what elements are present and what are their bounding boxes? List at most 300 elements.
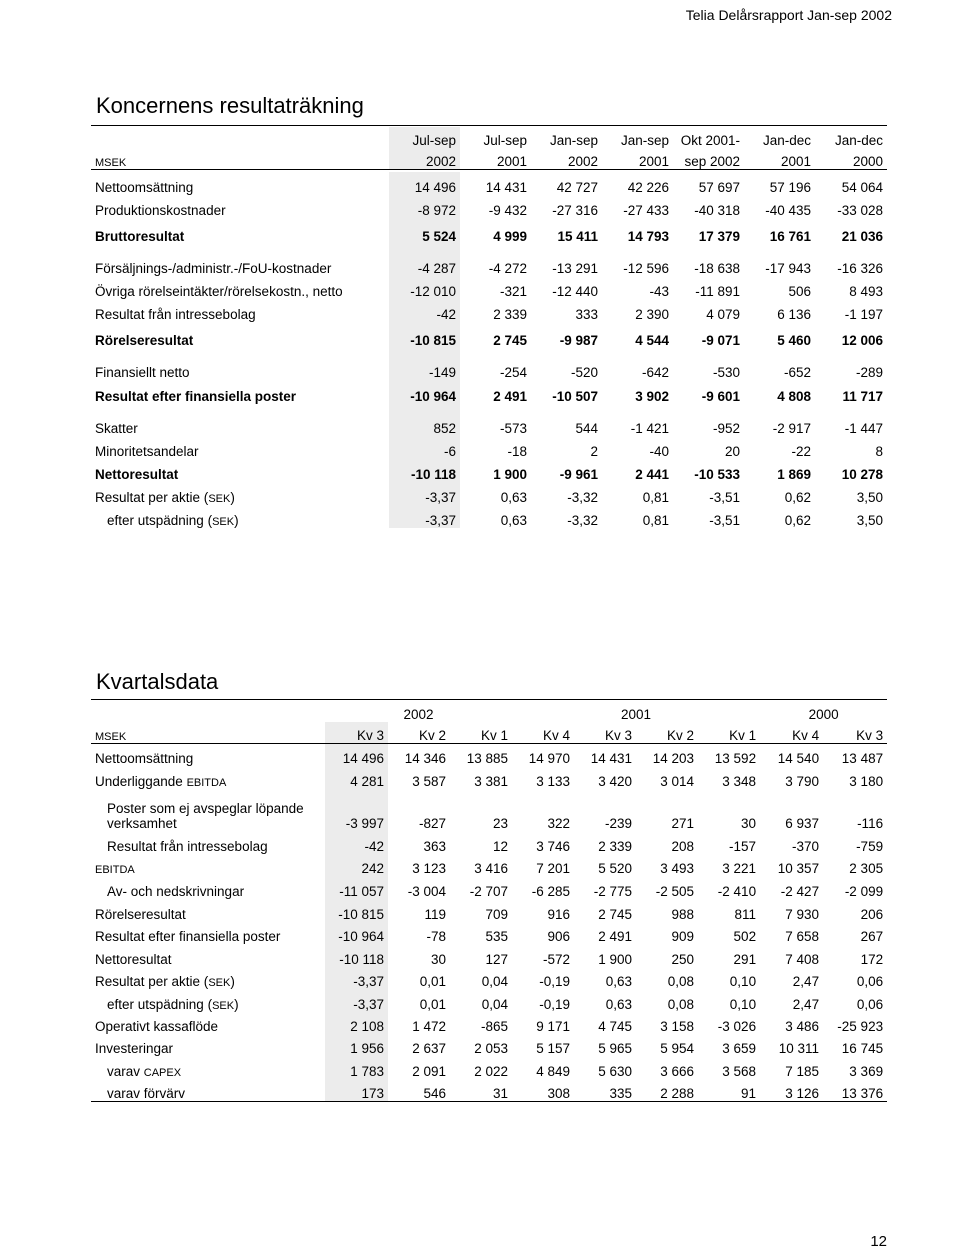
table-cell: -3,37 [389, 505, 460, 528]
row-label-part: efter utspädning ( [107, 513, 213, 528]
table-cell: -4 272 [488, 261, 527, 276]
table-cell: 291 [733, 952, 757, 967]
table-cell: 119 [424, 907, 446, 922]
table-cell: -3 026 [717, 1019, 757, 1034]
table-cell: -652 [783, 365, 811, 380]
table-cell: 3 180 [849, 774, 884, 789]
table-cell: 2 339 [493, 307, 527, 322]
table-cell: 271 [671, 816, 695, 831]
column-header: 2002 [389, 148, 460, 169]
table-cell: -6 285 [531, 884, 571, 899]
table-cell: 2 441 [635, 467, 669, 482]
table-cell: 5 630 [598, 1064, 633, 1079]
table-cell: -149 [389, 348, 460, 380]
row-label: Minoritetsandelar [95, 444, 199, 459]
table-cell: -27 433 [623, 203, 669, 218]
table-cell: 5 954 [660, 1041, 695, 1056]
column-header: 2001 [780, 153, 811, 169]
table-cell: 3 416 [474, 861, 509, 876]
table-cell: 5 157 [536, 1041, 571, 1056]
table-cell: 2 053 [474, 1041, 509, 1056]
quarter-header: Kv 4 [792, 727, 820, 743]
table-cell: 13 592 [714, 751, 757, 766]
table-cell: 2 491 [598, 929, 633, 944]
table-cell: -3 997 [325, 789, 388, 831]
row-label-unit: SEK [208, 493, 231, 505]
table-cell: 909 [671, 929, 695, 944]
table-cell: 1 783 [325, 1056, 388, 1079]
table-cell: -2 775 [593, 884, 633, 899]
table-row [91, 766, 887, 789]
table-cell: 4 079 [706, 307, 740, 322]
table-cell: 906 [547, 929, 571, 944]
year-header: 2000 [808, 707, 839, 722]
table-row [91, 1079, 887, 1101]
row-label: Nettoomsättning [95, 751, 194, 766]
table-cell: -1 447 [844, 421, 883, 436]
table-cell: -2 410 [717, 884, 757, 899]
row-label-part: Underliggande [95, 774, 187, 789]
unit-label: MSEK [95, 156, 127, 169]
table-cell: -10 533 [694, 467, 740, 482]
quarter-header: Kv 4 [543, 727, 571, 743]
table-cell: 16 745 [841, 1041, 884, 1056]
table-cell: -3,51 [709, 513, 740, 528]
table-cell: 1 900 [493, 467, 527, 482]
quarterly-table [91, 700, 887, 1102]
table-cell: -3,37 [325, 967, 388, 989]
table-cell: 4 745 [598, 1019, 633, 1034]
table-cell: 14 970 [528, 751, 571, 766]
table-row [91, 922, 887, 944]
table-cell: -573 [499, 421, 527, 436]
table-cell: 709 [485, 907, 509, 922]
year-header-row [91, 700, 887, 722]
table-row [91, 482, 887, 505]
table-cell: 91 [741, 1085, 757, 1101]
table-cell: -6 [389, 436, 460, 459]
table-cell: -572 [543, 952, 571, 967]
table-cell: -10 507 [552, 389, 598, 404]
table-cell: 3 493 [660, 861, 695, 876]
table-cell: 0,06 [856, 997, 884, 1012]
table-cell: 506 [788, 284, 811, 299]
table-cell: 3 420 [598, 774, 633, 789]
table-cell: 17 379 [698, 229, 740, 244]
table-cell: 14 346 [404, 751, 446, 766]
table-cell: 5 524 [389, 218, 460, 244]
table-cell: -10 118 [389, 459, 460, 482]
table-cell: -865 [481, 1019, 509, 1034]
table-cell: 2 108 [325, 1012, 388, 1034]
table-row [91, 899, 887, 922]
table-cell: -3,51 [709, 490, 740, 505]
table-cell: 0,04 [481, 997, 509, 1012]
quarter-header: Kv 1 [729, 727, 757, 743]
row-label-unit: SEK [212, 1000, 235, 1012]
table-cell: 31 [493, 1085, 509, 1101]
table-cell: -2 707 [469, 884, 509, 899]
table-cell: -157 [729, 839, 757, 854]
table-cell: 2 339 [598, 839, 633, 854]
table-cell: 13 376 [841, 1085, 884, 1101]
row-label-unit: SEK [212, 516, 235, 528]
table-cell: 9 171 [536, 1019, 571, 1034]
column-header: Jul-sep [483, 133, 527, 148]
table-cell: 0,04 [481, 974, 509, 989]
table-cell: 2 [590, 444, 598, 459]
column-header-row-bottom [91, 148, 887, 169]
table-cell: 6 136 [777, 307, 811, 322]
table-cell: -40 [649, 444, 669, 459]
table-cell: 1 472 [412, 1019, 446, 1034]
table-cell: -3,32 [567, 513, 598, 528]
table-cell: 54 064 [841, 180, 883, 195]
table-cell: 10 311 [778, 1041, 820, 1056]
table-cell: 3 746 [536, 839, 571, 854]
table-cell: 14 793 [627, 229, 669, 244]
table-row [91, 1012, 887, 1034]
row-label-unit: CAPEX [143, 1067, 182, 1079]
table-cell: 23 [493, 816, 509, 831]
table-cell: -759 [856, 839, 884, 854]
row-label: Resultat efter finansiella poster [95, 929, 281, 944]
table-cell: 14 431 [485, 180, 527, 195]
table-cell: -3,37 [325, 989, 388, 1012]
column-header: Jan-dec [762, 133, 811, 148]
table-cell: -254 [499, 365, 527, 380]
table-cell: -11 057 [325, 876, 388, 899]
table-cell: 3 790 [785, 774, 820, 789]
row-label: Produktionskostnader [95, 203, 226, 218]
table-cell: -0,19 [539, 974, 571, 989]
table-cell: 14 540 [777, 751, 820, 766]
table-cell: -9 432 [488, 203, 527, 218]
table-cell: -370 [792, 839, 820, 854]
table-cell: -3,32 [567, 490, 598, 505]
unit-label: MSEK [95, 730, 127, 743]
row-label-part: ) [234, 513, 239, 528]
table-cell: 0,63 [605, 974, 633, 989]
table-cell: -10 964 [325, 922, 388, 944]
table-cell: 363 [423, 839, 446, 854]
table-cell: 0,10 [729, 974, 757, 989]
table-cell: 0,63 [500, 490, 527, 505]
table-cell: 267 [860, 929, 884, 944]
table-row [91, 299, 887, 322]
table-row [91, 743, 887, 766]
table-cell: -12 596 [623, 261, 669, 276]
table-cell: -2 505 [655, 884, 695, 899]
table-cell: 42 727 [556, 180, 598, 195]
table-cell: 0,08 [667, 974, 695, 989]
table-cell: 3 902 [635, 389, 669, 404]
table-cell: 57 697 [698, 180, 740, 195]
row-label-part: Resultat per aktie ( [95, 974, 209, 989]
year-header: 2002 [403, 707, 434, 722]
table-row [91, 195, 887, 218]
table-cell: -3,37 [389, 482, 460, 505]
column-header: Jan-sep [549, 133, 598, 148]
income-statement-table [91, 127, 887, 170]
table-cell: -33 028 [837, 203, 883, 218]
row-label: Resultat efter finansiella poster [95, 389, 297, 404]
table-cell: -12 440 [552, 284, 598, 299]
table-cell: -2 917 [772, 421, 811, 436]
table-cell: 5 460 [777, 333, 811, 348]
table-cell: -2 427 [780, 884, 820, 899]
table-cell: 127 [485, 952, 509, 967]
table-cell: -1 197 [844, 307, 883, 322]
column-header-row-top [91, 127, 887, 148]
row-label: Övriga rörelseintäkter/rörelsekostn., netto [95, 284, 343, 299]
table-cell: 0,81 [642, 513, 669, 528]
table-cell: 30 [430, 952, 446, 967]
row-label [91, 789, 325, 831]
table-cell: 3 659 [722, 1041, 757, 1056]
row-label-part: varav [107, 1064, 144, 1079]
table-row [91, 459, 887, 482]
row-label-line: Poster som ej avspeglar löpande [107, 801, 304, 816]
row-label-unit: EBITDA [95, 864, 135, 876]
table-cell: 2,47 [792, 974, 820, 989]
table-cell: -8 972 [389, 195, 460, 218]
table-cell: 42 226 [627, 180, 669, 195]
table-row [91, 322, 887, 348]
table-cell: 242 [325, 854, 388, 876]
table-cell: -10 815 [389, 322, 460, 348]
table-cell: 1 956 [325, 1034, 388, 1056]
column-header: Jan-dec [834, 133, 883, 148]
table-row [91, 244, 887, 276]
column-header: 2001 [638, 153, 669, 169]
table-cell: -239 [605, 816, 633, 831]
table-cell: 546 [423, 1085, 446, 1101]
table-row [91, 218, 887, 244]
table-cell: 30 [741, 816, 757, 831]
table-cell: 0,81 [642, 490, 669, 505]
table-row [91, 989, 887, 1012]
quarter-header-row [91, 722, 887, 743]
table-cell: 2 491 [493, 389, 527, 404]
table-cell: 12 [493, 839, 509, 854]
table-row [91, 505, 887, 528]
row-label: Nettoresultat [95, 952, 172, 967]
table-cell: -10 815 [325, 899, 388, 922]
table-cell: -18 638 [694, 261, 740, 276]
table-cell: 8 [875, 444, 883, 459]
table-cell: 2 637 [412, 1041, 446, 1056]
table-cell: 13 487 [841, 751, 884, 766]
table-cell: -78 [426, 929, 446, 944]
table-cell: 2 288 [660, 1085, 695, 1101]
row-label [91, 1056, 325, 1079]
table-cell: 2 091 [412, 1064, 446, 1079]
row-label-part: efter utspädning ( [107, 997, 213, 1012]
quarter-header: Kv 1 [481, 727, 509, 743]
row-label: Av- och nedskrivningar [107, 884, 245, 899]
row-label [91, 505, 389, 528]
row-label-part: ) [230, 974, 235, 989]
row-label-part: ) [230, 490, 235, 505]
table-cell: 0,01 [419, 974, 446, 989]
row-label: Skatter [95, 421, 138, 436]
table-cell: -9 961 [559, 467, 598, 482]
table-cell: -43 [649, 284, 669, 299]
table-cell: 4 849 [536, 1064, 571, 1079]
table-cell: 0,01 [419, 997, 446, 1012]
table-row [91, 1056, 887, 1079]
table-cell: -2 099 [844, 884, 884, 899]
table-cell: 2 745 [493, 333, 527, 348]
table-cell: 5 965 [598, 1041, 633, 1056]
table-row [91, 831, 887, 854]
table-cell: -11 891 [695, 284, 740, 299]
section-title-quarterly: Kvartalsdata [96, 669, 219, 694]
row-label [91, 967, 325, 989]
row-label-part: Resultat per aktie ( [95, 490, 209, 505]
table-cell: 10 357 [777, 861, 820, 876]
row-label [91, 989, 325, 1012]
column-header: 2001 [496, 153, 527, 169]
table-cell: -27 316 [552, 203, 598, 218]
table-cell: -12 010 [389, 276, 460, 299]
table-cell: 335 [609, 1085, 633, 1101]
table-cell: 1 869 [777, 467, 811, 482]
table-cell: 7 201 [536, 861, 571, 876]
title-rule [91, 125, 887, 126]
row-label: Rörelseresultat [95, 333, 194, 348]
row-label: Operativt kassaflöde [95, 1019, 219, 1034]
row-label: Nettoresultat [95, 467, 179, 482]
row-label-unit: SEK [208, 977, 231, 989]
quarter-header: Kv 3 [605, 727, 633, 743]
table-cell: 3 221 [722, 861, 757, 876]
table-row [91, 944, 887, 967]
table-cell: 3 126 [785, 1085, 820, 1101]
table-cell: 0,10 [729, 997, 757, 1012]
table-cell: 3 568 [722, 1064, 757, 1079]
column-header: Jan-sep [620, 133, 669, 148]
table-cell: 2 022 [474, 1064, 509, 1079]
table-cell: 3 133 [536, 774, 571, 789]
table-cell: 7 930 [785, 907, 820, 922]
table-cell: 6 937 [785, 816, 820, 831]
table-cell: 8 493 [849, 284, 883, 299]
table-cell: 0,63 [605, 997, 633, 1012]
table-cell: 535 [485, 929, 509, 944]
table-cell: 0,62 [784, 513, 811, 528]
table-cell: -9 601 [701, 389, 740, 404]
row-label: Försäljnings-/administr.-/FoU-kostnader [95, 261, 332, 276]
column-header: Jul-sep [389, 127, 460, 148]
table-cell: 3,50 [856, 513, 883, 528]
table-cell: 10 278 [841, 467, 883, 482]
table-cell: -10 964 [389, 380, 460, 404]
table-cell: 15 411 [557, 229, 598, 244]
table-cell: -289 [855, 365, 883, 380]
table-cell: 1 900 [598, 952, 633, 967]
table-cell: 3 666 [660, 1064, 695, 1079]
row-label: varav förvärv [107, 1085, 186, 1101]
table-cell: 20 [724, 444, 740, 459]
table-row [91, 789, 887, 831]
table-cell: -827 [418, 816, 446, 831]
quarter-header: Kv 3 [856, 727, 884, 743]
row-label: Nettoomsättning [95, 180, 194, 195]
table-cell: 3 587 [412, 774, 446, 789]
table-cell: 16 761 [769, 229, 811, 244]
table-cell: 250 [671, 952, 695, 967]
table-cell: 7 658 [785, 929, 820, 944]
table-cell: -4 287 [389, 244, 460, 276]
table-cell: -0,19 [539, 997, 571, 1012]
table-cell: -10 118 [325, 944, 388, 967]
table-cell: -530 [712, 365, 740, 380]
row-label-part: ) [234, 997, 239, 1012]
table-cell: 811 [734, 907, 757, 922]
table-cell: 11 717 [842, 389, 883, 404]
table-cell: -9 987 [559, 333, 598, 348]
row-label-line: verksamhet [107, 816, 177, 831]
quarter-header: Kv 2 [667, 727, 695, 743]
table-cell: -13 291 [552, 261, 598, 276]
table-cell: -42 [389, 299, 460, 322]
income-statement-body [91, 172, 887, 528]
table-cell: 2,47 [792, 997, 820, 1012]
table-cell: 21 036 [841, 229, 883, 244]
row-label: Resultat från intressebolag [107, 839, 268, 854]
table-cell: 173 [325, 1079, 388, 1101]
table-cell: 5 520 [598, 861, 633, 876]
table-cell: 2 390 [635, 307, 669, 322]
table-cell: -16 326 [837, 261, 883, 276]
table-cell: 14 496 [325, 743, 388, 766]
table-cell: -25 923 [837, 1019, 884, 1034]
table-cell: 0,08 [667, 997, 695, 1012]
table-cell: 3 486 [785, 1019, 820, 1034]
table-cell: 3 123 [412, 861, 446, 876]
table-cell: 544 [575, 421, 598, 436]
table-cell: 4 281 [325, 766, 388, 789]
table-cell: 333 [575, 307, 598, 322]
row-label [91, 766, 325, 789]
table-cell: 7 408 [785, 952, 820, 967]
table-cell: 2 745 [598, 907, 633, 922]
table-cell: -321 [499, 284, 527, 299]
table-cell: 4 808 [777, 389, 811, 404]
table-cell: 3 348 [722, 774, 757, 789]
table-cell: 3 014 [660, 774, 695, 789]
table-cell: 4 999 [493, 229, 527, 244]
table-cell: 13 885 [466, 751, 509, 766]
table-cell: -17 943 [765, 261, 811, 276]
row-label [91, 482, 389, 505]
table-row [91, 380, 887, 404]
table-row [91, 876, 887, 899]
table-cell: -3 004 [407, 884, 446, 899]
row-label [91, 854, 325, 876]
table-row [91, 348, 887, 380]
table-row [91, 404, 887, 436]
table-cell: 2 305 [849, 861, 884, 876]
table-cell: -116 [857, 816, 884, 831]
table-cell: 3 381 [474, 774, 509, 789]
table-cell: 0,06 [856, 974, 884, 989]
table-cell: 3 369 [849, 1064, 884, 1079]
table-cell: -1 421 [630, 421, 669, 436]
column-header: 2002 [567, 153, 598, 169]
